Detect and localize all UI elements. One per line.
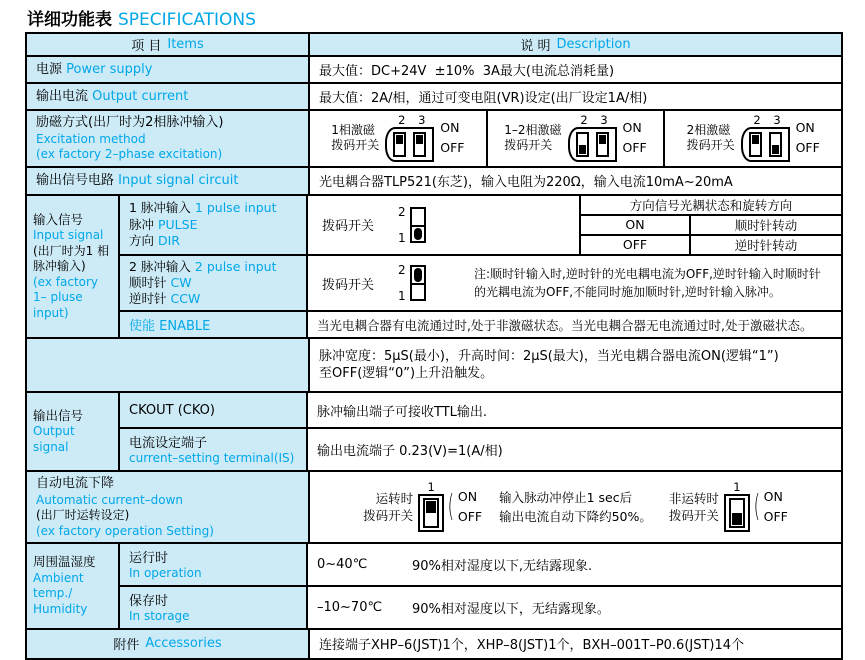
mini-table-header: 方向信号光耦状态和旋转方向 <box>629 197 793 213</box>
position-1-label: 1 <box>398 230 406 245</box>
switch-position-numbers <box>398 264 406 302</box>
is-label-en: current–setting terminal(IS) <box>129 451 295 466</box>
dip-switch-diagram <box>568 112 617 163</box>
toggle-switch-diagram <box>398 264 426 302</box>
brace-glyph: ( <box>447 489 455 525</box>
enable-label-cell <box>120 312 308 337</box>
on-label: ON <box>763 488 783 504</box>
ckout-label-cell <box>120 393 308 427</box>
mini-ccw-cell: 逆时针转动 <box>734 237 798 253</box>
pulse1-title-en: 1 pulse input <box>194 200 277 216</box>
pulse1-label-cell <box>120 196 308 254</box>
opto-label-zh: 输出信号电路 <box>36 172 115 188</box>
input-signal-en: Input signal <box>33 227 104 242</box>
dip-switch-body <box>418 494 444 532</box>
pulse2-note-text: 注:顺时针输入时,逆时针的光电耦电流为OFF,逆时针输入时顺时针的光耦电流为OFF,不能同时施加顺时针,逆时针输入脉冲。 <box>474 267 821 300</box>
on-off-labels <box>795 119 820 156</box>
opto-item-cell <box>27 168 310 194</box>
storage-label-en: In storage <box>129 609 190 623</box>
row-automatic-current-down <box>27 472 841 544</box>
mini-table-row-off <box>581 234 841 254</box>
pulse1-line2-en: PULSE <box>158 216 198 232</box>
dip-pin-2: 2 <box>398 112 406 127</box>
diagram3-label <box>687 123 735 154</box>
stop-dip-switch <box>724 479 750 533</box>
dip-pin-numbers <box>741 112 784 127</box>
dip-pin-1: 1 <box>427 479 435 494</box>
pulse-width-blank-cell <box>27 339 310 391</box>
switch-position-numbers <box>398 206 406 244</box>
pulse1-line2-zh: 脉冲 <box>129 216 155 232</box>
run-switch-label <box>363 490 413 525</box>
pulse2-switch-label: 拨码开关 <box>322 277 375 293</box>
row-input-signal-circuit <box>27 168 841 196</box>
operation-desc-cell <box>308 544 841 585</box>
run-dip-switch <box>418 479 444 533</box>
switch-cell-bottom <box>412 225 424 241</box>
operation-temp-range: 0~40℃ <box>317 557 368 573</box>
excitation-label-en2: (ex factory 2–phase excitation) <box>36 147 223 162</box>
excitation-label-zh: 励磁方式(出厂时为2相脉冲输入) <box>36 115 224 130</box>
is-label-cell <box>120 429 308 470</box>
input-signal-en-note: (ex factory 1– pluse input) <box>33 274 99 320</box>
pulse2-line2-en: CW <box>170 274 192 290</box>
opto-label-en: Input signal circuit <box>118 172 239 188</box>
pulse-width-line1: 脉冲宽度：5μS(最小)，升高时间：2μS(最大)，当光电耦合器电流ON(逻辑“1”) <box>319 348 779 364</box>
auto-down-desc-cell <box>310 472 841 542</box>
dip-switch-diagram <box>741 112 790 163</box>
dip-switch-slider <box>423 498 439 528</box>
pulse2-line2 <box>129 275 297 291</box>
is-label-zh: 电流设定端子 <box>129 436 208 452</box>
pulse-width-desc-cell <box>310 339 841 391</box>
power-label-en: Power supply <box>66 61 153 77</box>
accessories-label-en: Accessories <box>145 636 222 652</box>
pulse2-line3-zh: 逆时针 <box>129 291 167 307</box>
operation-label-zh: 运行时 <box>129 551 169 567</box>
ambient-en: Ambient temp./ Humidity <box>33 570 88 616</box>
power-label <box>36 61 299 79</box>
pulse1-switch-area <box>308 196 579 254</box>
dip-pin-3: 3 <box>600 112 608 127</box>
operation-humidity-text: 90%相对湿度以下,无结露现象. <box>412 559 593 575</box>
storage-desc-cell <box>308 587 841 628</box>
row-output-signal-group <box>27 393 841 472</box>
dip-pin-1: 1 <box>733 479 741 494</box>
dip-pin-2: 2 <box>580 112 588 127</box>
mini-on-cell: ON <box>581 216 691 234</box>
dip-switch-slider <box>769 132 782 157</box>
is-desc-cell <box>308 429 841 470</box>
dip-switch-body <box>568 127 617 162</box>
subrow-enable <box>120 312 841 337</box>
pulse2-line3-en: CCW <box>170 291 201 307</box>
dip-pin-2: 2 <box>753 112 761 127</box>
dip-pin-3: 3 <box>418 112 426 127</box>
storage-label-zh: 保存时 <box>129 594 169 609</box>
on-off-labels <box>457 488 483 525</box>
switch-cell-top <box>412 267 424 283</box>
pulse1-line3-zh: 方向 <box>129 232 155 248</box>
on-off-labels <box>440 119 465 156</box>
accessories-desc-text: 连接端子XHP–6(JST)1个，XHP–8(JST)1个，BXH–001T–P0.6(JST)14个 <box>319 638 745 654</box>
operation-label-cell <box>120 544 308 585</box>
run-label-line1: 运转时 <box>375 490 414 506</box>
diagram3-label-line2: 拨码开关 <box>686 138 735 153</box>
dip-pin-3: 3 <box>773 112 781 127</box>
enable-label: 使能 ENABLE <box>129 319 211 335</box>
pulse2-switch-area <box>308 264 474 302</box>
ckout-desc-text: 脉冲输出端子可接收TTL输出. <box>317 404 488 420</box>
output-signal-group-cell <box>27 393 120 470</box>
spec-table <box>25 32 843 660</box>
input-signal-group-cell <box>27 196 120 338</box>
excitation-diagram-1phase <box>310 111 488 166</box>
row-power-supply <box>27 57 841 84</box>
excitation-diagram-1-2phase <box>488 111 666 166</box>
dip-switch-body <box>385 127 434 162</box>
ckout-desc-cell <box>308 393 841 427</box>
table-header-row <box>27 34 841 57</box>
header-desc-zh: 说 明 <box>520 39 551 54</box>
brace-glyph: ( <box>753 489 760 525</box>
excitation-diagrams <box>310 111 841 166</box>
pulse1-desc-cell <box>308 196 841 254</box>
input-signal-subrows <box>120 196 841 338</box>
auto-down-item-cell <box>27 472 310 542</box>
accessories-label-zh: 附件 <box>113 638 140 654</box>
current-item-cell <box>27 84 310 109</box>
diagram1-label-line2: 拨码开关 <box>331 138 380 153</box>
power-desc-cell <box>310 57 841 82</box>
auto-down-en: Automatic current–down <box>36 492 184 507</box>
current-desc-text: 最大值：2A/相，通过可变电阻(VR)设定(出厂设定1A/相) <box>319 91 648 106</box>
ambient-zh: 周围温湿度 <box>33 554 96 570</box>
pulse2-line3 <box>129 291 297 307</box>
excitation-label-en1: Excitation method <box>36 131 146 146</box>
input-signal-zh: 输入信号 <box>33 211 84 227</box>
switch-cell-top <box>412 209 424 225</box>
diagram2-label-line1: 1–2相激磁 <box>504 122 562 137</box>
switch-body <box>410 207 426 243</box>
on-label: ON <box>457 488 478 504</box>
auto-down-text-line2: 输出电流自动下降约50%。 <box>499 509 652 525</box>
position-2-label: 2 <box>398 204 406 219</box>
excitation-item-cell <box>27 111 310 166</box>
row-ambient-group <box>27 544 841 629</box>
switch-body <box>410 265 426 301</box>
off-label: OFF <box>763 509 788 525</box>
auto-down-text <box>499 488 652 527</box>
header-description-cell <box>310 34 841 55</box>
stop-label-line2: 拨码开关 <box>668 508 719 524</box>
on-label: ON <box>795 119 815 135</box>
opto-desc-cell <box>310 168 841 194</box>
ambient-group-cell <box>27 544 120 627</box>
page-title-en: SPECIFICATIONS <box>118 10 256 30</box>
subrow-in-storage <box>120 587 841 628</box>
dip-pin-numbers <box>568 112 611 127</box>
is-desc-text: 输出电流端子 0.23(V)=1(A/相) <box>317 444 503 460</box>
pulse2-title-zh: 2 脉冲输入 <box>129 258 191 274</box>
auto-down-zh: 自动电流下降 <box>36 476 115 492</box>
pulse1-title <box>129 200 297 216</box>
position-2-label: 2 <box>398 263 406 278</box>
position-1-label: 1 <box>398 289 406 304</box>
subrow-in-operation <box>120 544 841 587</box>
row-pulse-width <box>27 339 841 393</box>
off-label: OFF <box>622 140 647 156</box>
subrow-ckout <box>120 393 841 429</box>
mini-cw-cell: 顺时针转动 <box>734 217 798 233</box>
input-signal-zh-note: (出厂时为1 相脉冲输入) <box>33 243 110 274</box>
subrow-current-setting-terminal <box>120 429 841 470</box>
direction-mini-table <box>579 196 841 254</box>
diagram1-label <box>331 123 379 154</box>
dip-switch-slider <box>576 132 589 157</box>
row-accessories <box>27 630 841 658</box>
pulse1-line3-en: DIR <box>158 232 180 248</box>
off-label: OFF <box>457 509 483 525</box>
dip-pin-numbers <box>418 479 444 494</box>
ckout-label: CKOUT (CKO) <box>129 402 215 418</box>
auto-down-zh2: (出厂时运转设定) <box>36 508 130 523</box>
pulse2-title <box>129 259 297 275</box>
dip-switch-slider <box>413 132 426 157</box>
opto-desc-text: 光电耦合器TLP521(东芝)，输入电阻为220Ω，输入电流10mA~20mA <box>319 175 733 191</box>
auto-down-en2: (ex factory operation Setting) <box>36 523 214 538</box>
power-item-cell <box>27 57 310 82</box>
subrow-1-pulse-input <box>120 196 841 256</box>
row-output-current <box>27 84 841 111</box>
diagram2-label-line2: 拨码开关 <box>504 138 553 153</box>
on-off-labels <box>622 119 647 156</box>
current-desc-cell <box>310 84 841 109</box>
switch-cell-bottom <box>412 283 424 299</box>
dip-switch-body <box>741 127 790 162</box>
power-label-zh: 电源 <box>36 61 63 77</box>
mini-off-cell: OFF <box>581 236 691 254</box>
operation-label-en: In operation <box>129 566 202 581</box>
power-desc-text: 最大值：DC+24V ±10% 3A最大(电流总消耗量) <box>319 64 615 79</box>
diagram1-label-line1: 1相激磁 <box>331 122 375 137</box>
current-label-en: Output current <box>92 88 189 104</box>
ambient-subrows <box>120 544 841 627</box>
dip-pin-numbers <box>724 479 750 494</box>
header-desc-en: Description <box>556 37 631 52</box>
subrow-2-pulse-input <box>120 256 841 313</box>
stop-label-line1: 非运转时 <box>668 490 719 506</box>
enable-desc-text: 当光电耦合器有电流通过时,处于非激磁状态。当光电耦合器无电流通过时,处于激磁状态。 <box>317 317 813 333</box>
enable-desc-cell <box>308 312 841 337</box>
header-items-cell <box>27 34 310 55</box>
opto-label <box>36 172 299 190</box>
dip-switch-slider <box>729 498 745 528</box>
output-signal-subrows <box>120 393 841 470</box>
stop-switch-label <box>669 490 719 525</box>
pulse2-line2-zh: 顺时针 <box>129 274 167 290</box>
diagram2-label <box>504 123 561 154</box>
output-signal-en: Output signal <box>33 424 75 454</box>
on-label: ON <box>622 119 642 135</box>
storage-humidity-text: 90%相对湿度以下，无结露现象。 <box>412 601 610 617</box>
row-excitation-method <box>27 111 841 168</box>
dip-switch-body <box>724 494 750 532</box>
pulse1-line2 <box>129 217 297 233</box>
excitation-diagram-2phase <box>665 111 841 166</box>
dip-pin-numbers <box>385 112 428 127</box>
current-label <box>36 88 299 106</box>
on-off-labels <box>763 488 788 525</box>
header-items-zh: 项 目 <box>131 39 162 54</box>
diagram3-label-line1: 2相激磁 <box>686 122 731 137</box>
storage-temp-range: –10~70℃ <box>317 599 383 615</box>
row-input-signal-group <box>27 196 841 340</box>
pulse1-title-zh: 1 脉冲输入 <box>129 200 191 216</box>
current-label-zh: 输出电流 <box>36 88 89 104</box>
on-label: ON <box>440 119 460 135</box>
pulse-width-line2: 至OFF(逻辑“0”)上升沿触发。 <box>319 366 494 382</box>
dip-switch-diagram <box>385 112 434 163</box>
pulse2-label-cell <box>120 256 308 311</box>
dip-switch-slider <box>749 132 762 157</box>
pulse2-title-en: 2 pulse input <box>194 258 277 274</box>
header-items-en: Items <box>167 37 204 52</box>
off-label: OFF <box>440 140 465 156</box>
output-signal-zh: 输出信号 <box>33 408 84 424</box>
toggle-switch-diagram <box>398 206 426 244</box>
mini-table-row-on <box>581 214 841 234</box>
accessories-desc-cell <box>310 630 841 658</box>
accessories-item-cell <box>27 630 310 658</box>
dip-switch-slider <box>393 132 406 157</box>
auto-down-text-line1: 输入脉动冲停止1 sec后 <box>499 489 633 505</box>
pulse1-switch-label: 拨码开关 <box>322 219 375 235</box>
off-label: OFF <box>795 140 820 156</box>
run-label-line2: 拨码开关 <box>363 508 414 524</box>
storage-label-cell <box>120 587 308 628</box>
pulse2-desc-cell <box>308 256 841 311</box>
page-title <box>27 5 256 30</box>
page-title-zh: 详细功能表 <box>27 10 112 30</box>
dip-switch-slider <box>596 132 609 157</box>
pulse1-line3 <box>129 233 297 249</box>
